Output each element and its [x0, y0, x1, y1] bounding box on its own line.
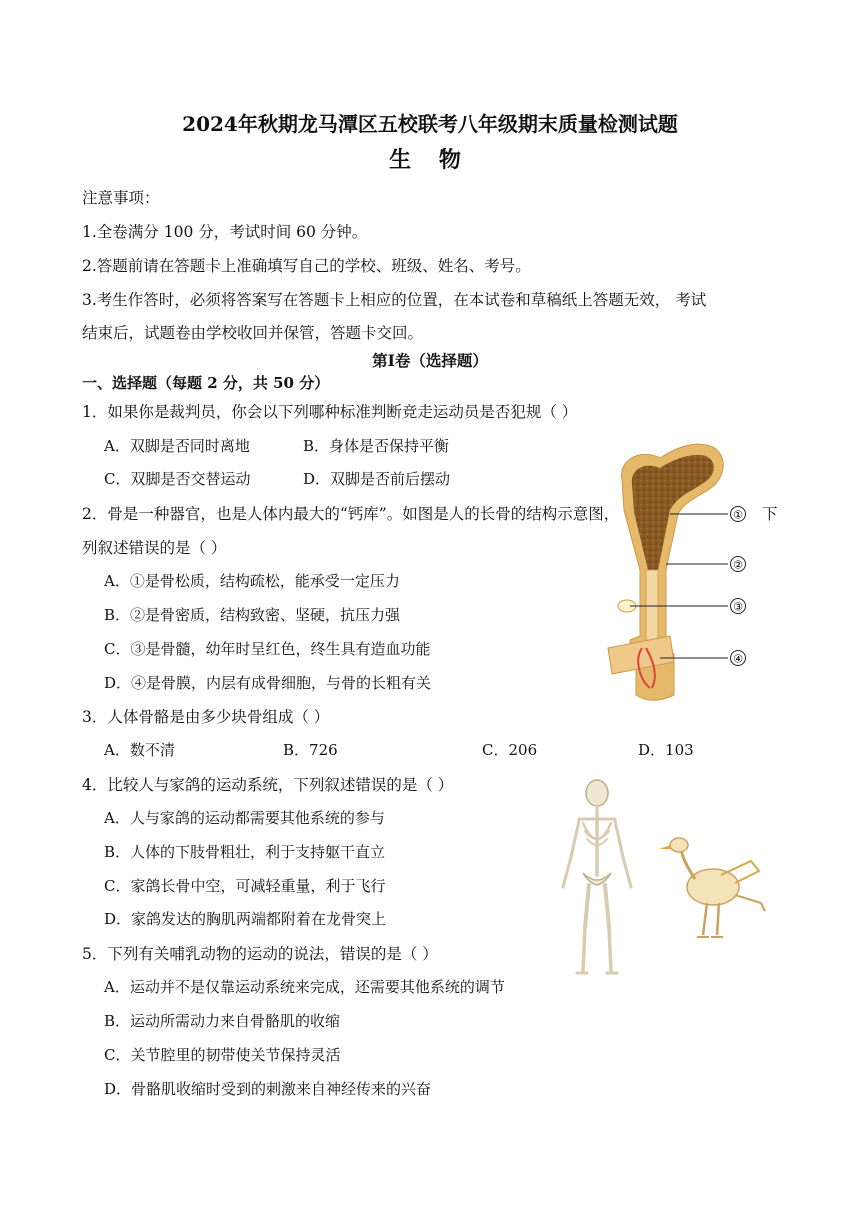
- question-3-option-a: A．数不清: [104, 741, 175, 759]
- question-5-stem: 5．下列有关哺乳动物的运动的说法，错误的是（ ）: [82, 945, 438, 963]
- notice-item-2: 2.答题前请在答题卡上准确填写自己的学校、班级、姓名、考号。: [82, 257, 531, 275]
- question-5-option-c: C．关节腔里的韧带使关节保持灵活: [104, 1046, 341, 1064]
- question-2-stem-line2: 列叙述错误的是（ ）: [82, 539, 227, 557]
- question-4-stem: 4．比较人与家鸽的运动系统，下列叙述错误的是（ ）: [82, 776, 454, 794]
- figure-label-4: ④: [733, 652, 743, 666]
- notice-item-3-line1: 3.考生作答时，必须将答案写在答题卡上相应的位置，在本试卷和草稿纸上答题无效， 考试: [82, 291, 707, 309]
- pigeon-skeleton: [659, 838, 765, 937]
- skeleton-comparison-figure: [545, 775, 775, 985]
- question-4-option-b: B．人体的下肢骨粗壮，利于支持躯干直立: [104, 843, 386, 861]
- question-2-stem-line1: 2．骨是一种器官，也是人体内最大的“钙库”。如图是人的长骨的结构示意图，: [82, 505, 620, 523]
- question-2-option-a: A．①是骨松质，结构疏松，能承受一定压力: [104, 572, 400, 590]
- marrow-cavity: [646, 570, 658, 640]
- figure-label-1: ①: [733, 508, 743, 522]
- human-skeleton: [563, 780, 631, 973]
- section-heading: 一、选择题（每题 2 分，共 50 分）: [82, 374, 330, 392]
- long-bone-figure: [600, 440, 780, 705]
- question-1-option-c: C．双脚是否交替运动: [104, 470, 251, 488]
- question-3-option-b: B．726: [283, 741, 338, 759]
- question-3-option-d: D．103: [638, 741, 694, 759]
- question-4-option-d: D．家鸽发达的胸肌两端都附着在龙骨突上: [104, 910, 387, 928]
- question-3-option-c: C．206: [482, 741, 538, 759]
- part-1-title: 第Ⅰ卷（选择题）: [372, 351, 488, 370]
- question-5-option-d: D．骨骼肌收缩时受到的刺激来自神经传来的兴奋: [104, 1080, 432, 1098]
- question-4-option-c: C．家鸽长骨中空，可减轻重量，利于飞行: [104, 877, 386, 895]
- figure-label-3: ③: [733, 600, 743, 614]
- figure-label-2: ②: [733, 558, 743, 572]
- question-1-option-b: B．身体是否保持平衡: [303, 437, 450, 455]
- question-4-option-a: A．人与家鸽的运动都需要其他系统的参与: [104, 809, 385, 827]
- question-2-stem-tail: 下: [762, 505, 778, 523]
- question-2-option-c: C．③是骨髓，幼年时呈红色，终生具有造血功能: [104, 640, 431, 658]
- subject-title: 生 物: [389, 147, 471, 173]
- exam-title: 2024年秋期龙马潭区五校联考八年级期末质量检测试题: [182, 112, 678, 136]
- question-2-option-d: D．④是骨膜，内层有成骨细胞，与骨的长粗有关: [104, 674, 432, 692]
- notice-item-1: 1.全卷满分 100 分，考试时间 60 分钟。: [82, 223, 368, 241]
- question-1-option-a: A．双脚是否同时离地: [104, 437, 250, 455]
- question-5-option-b: B．运动所需动力来自骨骼肌的收缩: [104, 1012, 341, 1030]
- question-1-option-d: D．双脚是否前后摆动: [303, 470, 451, 488]
- question-5-option-a: A．运动并不是仅靠运动系统来完成，还需要其他系统的调节: [104, 978, 505, 996]
- notice-item-3-line2: 结束后，试题卷由学校收回并保管，答题卡交回。: [82, 324, 424, 342]
- question-1-stem: 1．如果你是裁判员，你会以下列哪种标准判断竞走运动员是否犯规（ ）: [82, 403, 578, 421]
- question-2-option-b: B．②是骨密质，结构致密、坚硬，抗压力强: [104, 606, 401, 624]
- question-3-stem: 3．人体骨骼是由多少块骨组成（ ）: [82, 708, 330, 726]
- notice-heading: 注意事项：: [82, 189, 160, 207]
